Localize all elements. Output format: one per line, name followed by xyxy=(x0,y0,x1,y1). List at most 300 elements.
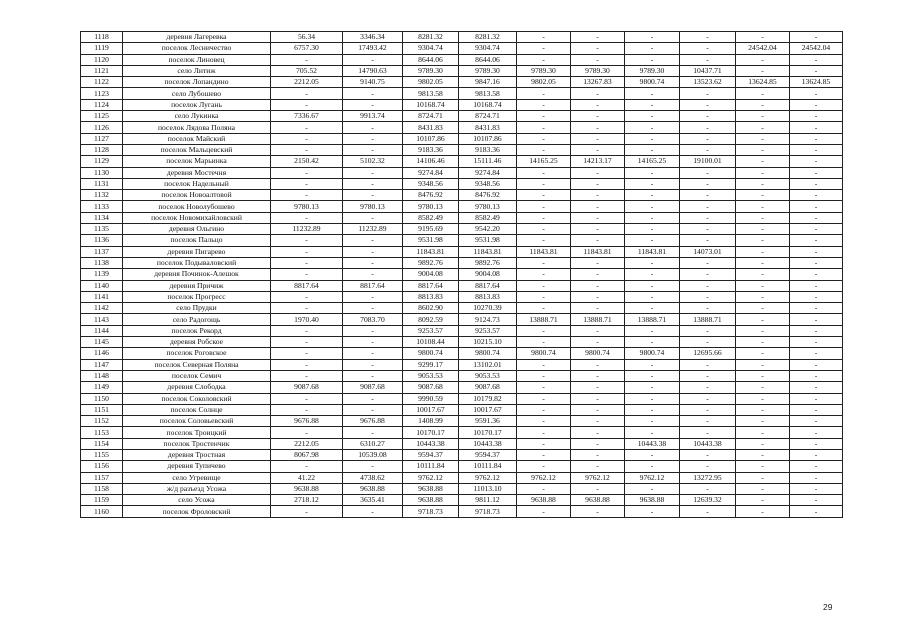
value-cell: - xyxy=(625,201,680,212)
value-cell: 9789.30 xyxy=(625,65,680,76)
row-number-cell: 1159 xyxy=(81,495,123,506)
value-cell: - xyxy=(680,32,736,43)
value-cell: 1408.99 xyxy=(403,416,459,427)
value-cell: - xyxy=(571,190,625,201)
value-cell: 13272.95 xyxy=(680,472,736,483)
value-cell: - xyxy=(517,438,571,449)
value-cell: - xyxy=(343,144,403,155)
value-cell: 8476.92 xyxy=(403,190,459,201)
value-cell: 9304.74 xyxy=(403,43,459,54)
value-cell: - xyxy=(625,393,680,404)
value-cell: 9813.58 xyxy=(459,88,517,99)
row-number-cell: 1139 xyxy=(81,269,123,280)
value-cell: - xyxy=(680,54,736,65)
table-row xyxy=(81,224,843,235)
value-cell: - xyxy=(680,269,736,280)
value-cell: 9531.98 xyxy=(459,235,517,246)
table-row xyxy=(81,393,843,404)
value-cell: 9183.36 xyxy=(403,144,459,155)
value-cell: - xyxy=(790,506,843,517)
settlement-rates-table xyxy=(80,31,843,518)
settlement-name-cell: село Угревище xyxy=(123,472,271,483)
value-cell: 8817.64 xyxy=(271,280,343,291)
value-cell: - xyxy=(571,235,625,246)
value-cell: - xyxy=(517,201,571,212)
value-cell: - xyxy=(571,212,625,223)
value-cell: - xyxy=(680,133,736,144)
value-cell: 10443.38 xyxy=(625,438,680,449)
value-cell: 8724.71 xyxy=(403,111,459,122)
settlement-name-cell: поселок Надельный xyxy=(123,178,271,189)
value-cell: - xyxy=(625,461,680,472)
value-cell: - xyxy=(343,133,403,144)
value-cell: - xyxy=(790,156,843,167)
value-cell: - xyxy=(271,212,343,223)
value-cell: - xyxy=(517,88,571,99)
value-cell: - xyxy=(343,190,403,201)
value-cell: - xyxy=(790,416,843,427)
value-cell: - xyxy=(343,348,403,359)
value-cell: - xyxy=(680,325,736,336)
value-cell: - xyxy=(680,212,736,223)
settlement-name-cell: деревня Лагеревка xyxy=(123,32,271,43)
value-cell: 10017.67 xyxy=(459,404,517,415)
value-cell: - xyxy=(625,382,680,393)
table-row xyxy=(81,178,843,189)
settlement-name-cell: поселок Лядова Поляна xyxy=(123,122,271,133)
value-cell: 9004.08 xyxy=(403,269,459,280)
value-cell: - xyxy=(680,99,736,110)
settlement-name-cell: поселок Подываловский xyxy=(123,257,271,268)
value-cell: 10170.17 xyxy=(403,427,459,438)
value-cell: - xyxy=(790,472,843,483)
value-cell: - xyxy=(736,133,790,144)
table-row xyxy=(81,314,843,325)
table-row xyxy=(81,483,843,494)
settlement-name-cell: поселок Лопандино xyxy=(123,77,271,88)
value-cell: - xyxy=(790,404,843,415)
value-cell: - xyxy=(790,382,843,393)
value-cell: - xyxy=(736,54,790,65)
value-cell: - xyxy=(790,257,843,268)
settlement-name-cell: поселок Тростенчик xyxy=(123,438,271,449)
value-cell: - xyxy=(517,122,571,133)
value-cell: - xyxy=(571,506,625,517)
value-cell: 9348.56 xyxy=(459,178,517,189)
value-cell: - xyxy=(736,370,790,381)
value-cell: 13888.71 xyxy=(571,314,625,325)
table-row xyxy=(81,472,843,483)
value-cell: - xyxy=(271,506,343,517)
value-cell: - xyxy=(680,303,736,314)
settlement-name-cell: поселок Лесничество xyxy=(123,43,271,54)
value-cell: - xyxy=(736,144,790,155)
value-cell: 9802.05 xyxy=(517,77,571,88)
value-cell: 24542.04 xyxy=(736,43,790,54)
value-cell: - xyxy=(790,269,843,280)
settlement-name-cell: поселок Семич xyxy=(123,370,271,381)
settlement-name-cell: деревня Слободка xyxy=(123,382,271,393)
value-cell: - xyxy=(680,461,736,472)
value-cell: - xyxy=(680,167,736,178)
settlement-name-cell: поселок Марьинка xyxy=(123,156,271,167)
value-cell: - xyxy=(790,167,843,178)
value-cell: - xyxy=(343,99,403,110)
value-cell: - xyxy=(571,359,625,370)
value-cell: - xyxy=(625,370,680,381)
row-number-cell: 1129 xyxy=(81,156,123,167)
value-cell: - xyxy=(571,88,625,99)
row-number-cell: 1149 xyxy=(81,382,123,393)
row-number-cell: 1143 xyxy=(81,314,123,325)
value-cell: 6310.27 xyxy=(343,438,403,449)
value-cell: - xyxy=(571,280,625,291)
value-cell: 10215.10 xyxy=(459,337,517,348)
value-cell: - xyxy=(625,190,680,201)
value-cell: - xyxy=(271,291,343,302)
value-cell: - xyxy=(517,483,571,494)
value-cell: - xyxy=(736,178,790,189)
value-cell: 13102.01 xyxy=(459,359,517,370)
value-cell: 24542.04 xyxy=(790,43,843,54)
value-cell: - xyxy=(790,393,843,404)
value-cell: - xyxy=(571,438,625,449)
value-cell: 9800.74 xyxy=(517,348,571,359)
value-cell: 10443.38 xyxy=(680,438,736,449)
value-cell: 3346.34 xyxy=(343,32,403,43)
value-cell: - xyxy=(517,359,571,370)
value-cell: - xyxy=(343,325,403,336)
value-cell: - xyxy=(517,32,571,43)
value-cell: - xyxy=(736,303,790,314)
settlement-name-cell: поселок Троицкий xyxy=(123,427,271,438)
value-cell: 9638.88 xyxy=(571,495,625,506)
value-cell: - xyxy=(271,54,343,65)
value-cell: 11843.81 xyxy=(403,246,459,257)
value-cell: - xyxy=(571,201,625,212)
value-cell: - xyxy=(271,370,343,381)
value-cell: - xyxy=(790,303,843,314)
value-cell: 9892.76 xyxy=(403,257,459,268)
value-cell: - xyxy=(571,111,625,122)
value-cell: - xyxy=(680,122,736,133)
value-cell: - xyxy=(625,303,680,314)
value-cell: - xyxy=(571,449,625,460)
value-cell: 5102.32 xyxy=(343,156,403,167)
value-cell: - xyxy=(571,178,625,189)
value-cell: - xyxy=(571,291,625,302)
value-cell: - xyxy=(343,393,403,404)
table-row xyxy=(81,449,843,460)
value-cell: - xyxy=(271,122,343,133)
value-cell: - xyxy=(271,257,343,268)
value-cell: - xyxy=(736,348,790,359)
value-cell: - xyxy=(625,257,680,268)
value-cell: - xyxy=(790,178,843,189)
table-row xyxy=(81,235,843,246)
value-cell: - xyxy=(571,483,625,494)
row-number-cell: 1130 xyxy=(81,167,123,178)
row-number-cell: 1122 xyxy=(81,77,123,88)
value-cell: 9676.88 xyxy=(271,416,343,427)
value-cell: - xyxy=(271,167,343,178)
value-cell: - xyxy=(736,291,790,302)
row-number-cell: 1156 xyxy=(81,461,123,472)
value-cell: - xyxy=(790,370,843,381)
value-cell: - xyxy=(271,303,343,314)
value-cell: 9800.74 xyxy=(571,348,625,359)
value-cell: 10107.86 xyxy=(459,133,517,144)
value-cell: 14790.63 xyxy=(343,65,403,76)
value-cell: - xyxy=(680,337,736,348)
value-cell: - xyxy=(517,178,571,189)
value-cell: - xyxy=(736,246,790,257)
value-cell: - xyxy=(271,427,343,438)
table-row xyxy=(81,370,843,381)
value-cell: - xyxy=(680,88,736,99)
value-cell: - xyxy=(790,359,843,370)
value-cell: - xyxy=(271,246,343,257)
value-cell: - xyxy=(736,337,790,348)
value-cell: 14106.46 xyxy=(403,156,459,167)
row-number-cell: 1150 xyxy=(81,393,123,404)
value-cell: - xyxy=(517,461,571,472)
table-row xyxy=(81,32,843,43)
value-cell: 8644.06 xyxy=(403,54,459,65)
value-cell: - xyxy=(625,32,680,43)
value-cell: - xyxy=(517,393,571,404)
value-cell: - xyxy=(625,325,680,336)
value-cell: - xyxy=(736,111,790,122)
value-cell: - xyxy=(571,325,625,336)
value-cell: 9718.73 xyxy=(403,506,459,517)
value-cell: - xyxy=(790,337,843,348)
value-cell: - xyxy=(517,212,571,223)
settlement-name-cell: село Радогощь xyxy=(123,314,271,325)
value-cell: - xyxy=(625,235,680,246)
value-cell: 9004.08 xyxy=(459,269,517,280)
settlement-name-cell: деревня Робское xyxy=(123,337,271,348)
value-cell: - xyxy=(736,393,790,404)
value-cell: - xyxy=(517,190,571,201)
value-cell: - xyxy=(343,359,403,370)
value-cell: 8582.49 xyxy=(459,212,517,223)
row-number-cell: 1155 xyxy=(81,449,123,460)
value-cell: - xyxy=(271,325,343,336)
value-cell: 9800.74 xyxy=(459,348,517,359)
value-cell: 15111.46 xyxy=(459,156,517,167)
row-number-cell: 1136 xyxy=(81,235,123,246)
value-cell: - xyxy=(790,314,843,325)
row-number-cell: 1134 xyxy=(81,212,123,223)
row-number-cell: 1125 xyxy=(81,111,123,122)
value-cell: - xyxy=(517,99,571,110)
value-cell: - xyxy=(625,269,680,280)
value-cell: 14213.17 xyxy=(571,156,625,167)
value-cell: 11013.10 xyxy=(459,483,517,494)
value-cell: - xyxy=(571,416,625,427)
value-cell: - xyxy=(625,122,680,133)
table-row xyxy=(81,269,843,280)
value-cell: 13624.85 xyxy=(736,77,790,88)
settlement-name-cell: село Литиж xyxy=(123,65,271,76)
value-cell: - xyxy=(680,178,736,189)
value-cell: - xyxy=(790,54,843,65)
value-cell: - xyxy=(571,370,625,381)
value-cell: - xyxy=(625,144,680,155)
settlement-name-cell: деревня Пигарево xyxy=(123,246,271,257)
value-cell: 9638.88 xyxy=(517,495,571,506)
value-cell: 9780.13 xyxy=(343,201,403,212)
value-cell: - xyxy=(271,144,343,155)
value-cell: 8281.32 xyxy=(403,32,459,43)
table-row xyxy=(81,144,843,155)
value-cell: - xyxy=(625,291,680,302)
value-cell: - xyxy=(736,506,790,517)
value-cell: - xyxy=(790,65,843,76)
value-cell: 9304.74 xyxy=(459,43,517,54)
value-cell: 9542.20 xyxy=(459,224,517,235)
value-cell: 9140.75 xyxy=(343,77,403,88)
row-number-cell: 1124 xyxy=(81,99,123,110)
value-cell: 9762.12 xyxy=(517,472,571,483)
table-row xyxy=(81,325,843,336)
value-cell: - xyxy=(571,461,625,472)
value-cell: 17493.42 xyxy=(343,43,403,54)
value-cell: - xyxy=(625,416,680,427)
settlement-name-cell: село Усожа xyxy=(123,495,271,506)
row-number-cell: 1144 xyxy=(81,325,123,336)
value-cell: - xyxy=(790,449,843,460)
value-cell: - xyxy=(343,122,403,133)
value-cell: - xyxy=(343,88,403,99)
value-cell: - xyxy=(790,325,843,336)
value-cell: 9274.84 xyxy=(459,167,517,178)
value-cell: 13888.71 xyxy=(625,314,680,325)
value-cell: - xyxy=(625,280,680,291)
row-number-cell: 1121 xyxy=(81,65,123,76)
page-number: 29 xyxy=(823,602,833,612)
settlement-name-cell: поселок Мальцевский xyxy=(123,144,271,155)
value-cell: - xyxy=(625,43,680,54)
value-cell: 9800.74 xyxy=(625,348,680,359)
value-cell: 9789.30 xyxy=(403,65,459,76)
table-row xyxy=(81,291,843,302)
value-cell: - xyxy=(571,99,625,110)
value-cell: 9195.69 xyxy=(403,224,459,235)
value-cell: - xyxy=(736,99,790,110)
value-cell: 11843.81 xyxy=(625,246,680,257)
settlement-name-cell: поселок Новолубошево xyxy=(123,201,271,212)
value-cell: - xyxy=(790,201,843,212)
settlement-name-cell: поселок Роговское xyxy=(123,348,271,359)
table-row xyxy=(81,201,843,212)
value-cell: 9718.73 xyxy=(459,506,517,517)
value-cell: - xyxy=(271,269,343,280)
value-cell: - xyxy=(736,438,790,449)
value-cell: 10179.82 xyxy=(459,393,517,404)
table-row xyxy=(81,156,843,167)
value-cell: - xyxy=(343,506,403,517)
value-cell: 9789.30 xyxy=(517,65,571,76)
value-cell: 9789.30 xyxy=(459,65,517,76)
value-cell: - xyxy=(736,167,790,178)
settlement-name-cell: деревня Тростная xyxy=(123,449,271,460)
value-cell: - xyxy=(736,325,790,336)
value-cell: - xyxy=(343,246,403,257)
value-cell: - xyxy=(736,257,790,268)
value-cell: 10107.86 xyxy=(403,133,459,144)
settlement-name-cell: поселок Майский xyxy=(123,133,271,144)
value-cell: 9762.12 xyxy=(403,472,459,483)
table-row xyxy=(81,65,843,76)
value-cell: - xyxy=(343,404,403,415)
value-cell: 10170.17 xyxy=(459,427,517,438)
value-cell: 9594.37 xyxy=(459,449,517,460)
tariff-table-container xyxy=(80,31,843,518)
value-cell: - xyxy=(571,382,625,393)
value-cell: 9638.88 xyxy=(343,483,403,494)
value-cell: 8431.83 xyxy=(403,122,459,133)
value-cell: 9087.68 xyxy=(459,382,517,393)
value-cell: - xyxy=(571,404,625,415)
value-cell: 9800.74 xyxy=(625,77,680,88)
row-number-cell: 1118 xyxy=(81,32,123,43)
value-cell: - xyxy=(271,133,343,144)
value-cell: - xyxy=(736,212,790,223)
value-cell: 13888.71 xyxy=(517,314,571,325)
value-cell: - xyxy=(517,144,571,155)
value-cell: - xyxy=(790,32,843,43)
table-row xyxy=(81,167,843,178)
value-cell: - xyxy=(517,257,571,268)
value-cell: 14073.01 xyxy=(680,246,736,257)
value-cell: - xyxy=(343,54,403,65)
value-cell: - xyxy=(680,224,736,235)
value-cell: - xyxy=(790,212,843,223)
value-cell: - xyxy=(680,370,736,381)
value-cell: - xyxy=(790,190,843,201)
value-cell: 9638.88 xyxy=(625,495,680,506)
table-row xyxy=(81,257,843,268)
value-cell: - xyxy=(736,495,790,506)
value-cell: - xyxy=(680,416,736,427)
value-cell: 8476.92 xyxy=(459,190,517,201)
value-cell: - xyxy=(571,43,625,54)
value-cell: - xyxy=(343,303,403,314)
value-cell: - xyxy=(517,382,571,393)
value-cell: 8281.32 xyxy=(459,32,517,43)
value-cell: - xyxy=(517,235,571,246)
value-cell: - xyxy=(625,404,680,415)
row-number-cell: 1126 xyxy=(81,122,123,133)
table-row xyxy=(81,43,843,54)
table-row xyxy=(81,54,843,65)
settlement-name-cell: поселок Пальцо xyxy=(123,235,271,246)
settlement-name-cell: поселок Солнце xyxy=(123,404,271,415)
value-cell: - xyxy=(343,291,403,302)
table-row xyxy=(81,348,843,359)
value-cell: - xyxy=(625,99,680,110)
value-cell: 9780.13 xyxy=(459,201,517,212)
value-cell: - xyxy=(517,224,571,235)
value-cell: 6757.30 xyxy=(271,43,343,54)
value-cell: 8431.83 xyxy=(459,122,517,133)
row-number-cell: 1152 xyxy=(81,416,123,427)
value-cell: - xyxy=(625,178,680,189)
table-row xyxy=(81,337,843,348)
value-cell: - xyxy=(680,382,736,393)
